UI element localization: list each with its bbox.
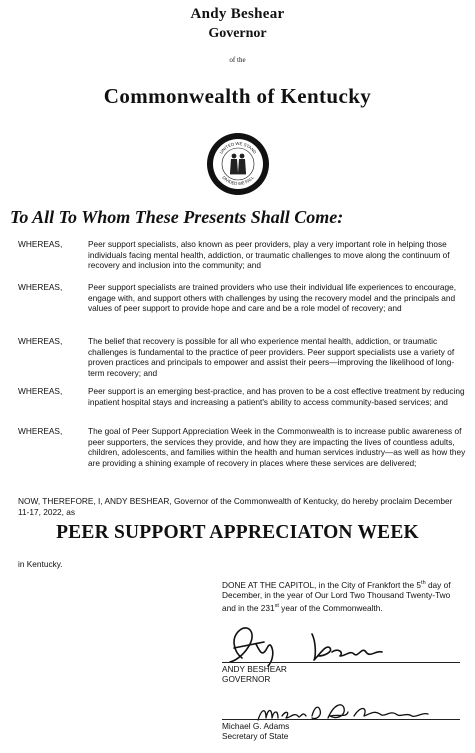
governor-name: Andy Beshear — [190, 6, 285, 22]
salutation: To All To Whom These Presents Shall Come: — [10, 207, 344, 227]
governor-signature-block — [222, 664, 287, 684]
whereas-label: WHEREAS, — [18, 282, 63, 292]
secretary-signature-name: Michael G. Adams — [222, 721, 290, 731]
commonwealth-title: Commonwealth of Kentucky — [103, 84, 372, 108]
done-text-part1: DONE AT THE CAPITOL, in the City of Frankfort the 5 — [222, 579, 422, 590]
governor-title: Governor — [208, 26, 267, 41]
whereas-label: WHEREAS, — [18, 336, 63, 346]
seal-motto-top: UNITED WE STAND — [218, 140, 258, 155]
whereas-text: The belief that recovery is possible for all who experience mental health, addiction, or traumatic challenges is fundamental to the practice of peer providers. Peer support specialists use a variety of proven practices and principals to empower and assist their peers—improving the likelihood of long-term recovery; and — [88, 336, 455, 378]
secretary-signature-role: Secretary of State — [222, 731, 289, 742]
done-text-part2: day of December, in the year of Our Lord Two Thousand Twenty-Two and in the 231 — [222, 579, 451, 613]
done-text-part3: year of the Commonwealth. — [278, 602, 383, 613]
of-the-text: of the — [229, 56, 246, 64]
governor-signature-role: GOVERNOR — [222, 674, 271, 685]
whereas-clause — [18, 386, 466, 407]
whereas-text: Peer support specialists, also known as peer providers, play a very important role in helping those individuals facing mental health, addiction, or traumatic challenges to move along the continuum of recovery and inclusion into the community; and — [88, 239, 450, 271]
secretary-signature-line — [222, 719, 460, 720]
whereas-text: The goal of Peer Support Appreciation Week in the Commonwealth is to increase public awareness of peer supporters, the services they provide, and how they are impacting the lives of countless adults, children, adolescents, and families within the health and human services industry—as well as how they are providing a shining example of recovery in places where these services are delivered; — [88, 426, 466, 468]
whereas-clause — [18, 426, 466, 468]
done-superscript-1: th — [421, 580, 426, 586]
done-at-capitol-text — [222, 578, 462, 613]
governor-signature-name: ANDY BESHEAR — [222, 664, 287, 674]
whereas-clause — [18, 336, 466, 378]
governor-signature-line — [222, 662, 460, 663]
whereas-text: Peer support specialists are trained providers who use their individual life experiences to encourage, engage with, and support others with challenges by using the recovery model and the principals and values of peer support to provide hope and care and be a role model of recovery; and — [88, 282, 457, 314]
whereas-label: WHEREAS, — [18, 426, 63, 436]
whereas-clause — [18, 239, 466, 271]
whereas-label: WHEREAS, — [18, 239, 63, 249]
done-superscript-2: st — [274, 602, 279, 609]
proclamation-headline: PEER SUPPORT APPRECIATON WEEK — [56, 522, 419, 543]
kentucky-seal-icon — [206, 132, 270, 196]
whereas-text: Peer support is an emerging best-practice, and has proven to be a cost effective treatment by reducing inpatient hospital stays and increasing a patient's ability to access community-based services; and — [88, 386, 465, 407]
in-kentucky-text: in Kentucky. — [18, 559, 63, 569]
secretary-signature-block — [222, 721, 289, 741]
whereas-label: WHEREAS, — [18, 386, 63, 396]
seal-motto-bottom: DIVIDED WE FALL — [221, 174, 255, 187]
proclamation-statement: NOW, THEREFORE, I, ANDY BESHEAR, Governor of the Commonwealth of Kentucky, do hereby proclaim December 11-17, 2022, as — [18, 496, 453, 517]
whereas-clause — [18, 282, 466, 314]
